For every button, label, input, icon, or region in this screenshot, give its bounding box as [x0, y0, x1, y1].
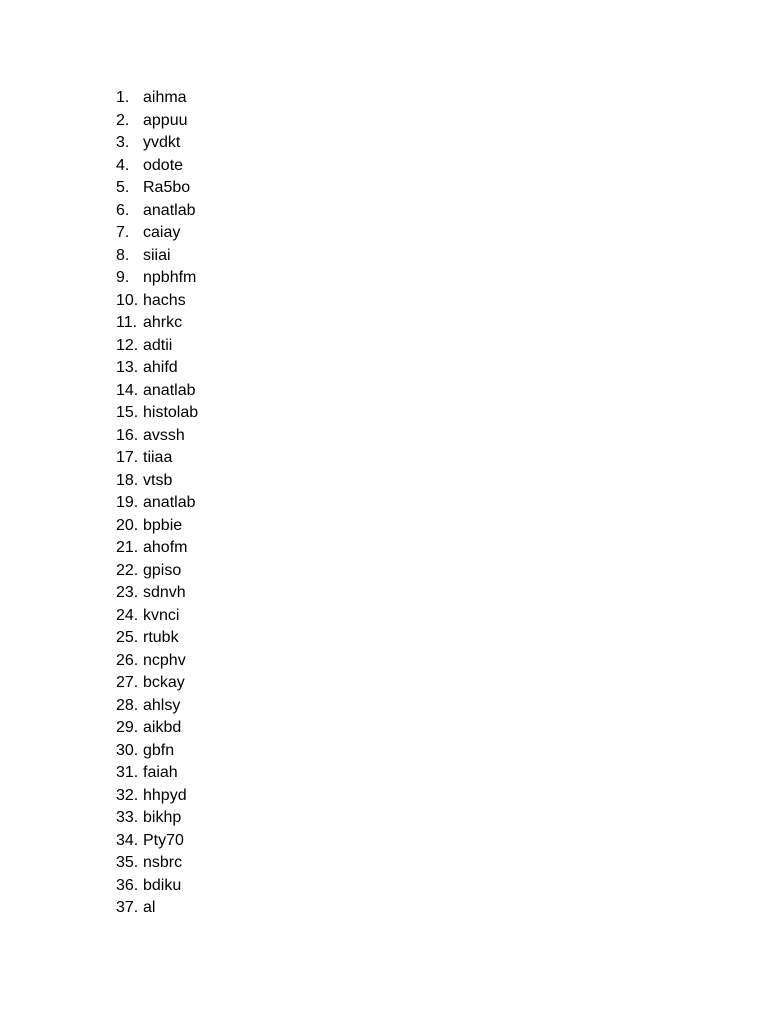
- list-item-number: 24.: [116, 606, 139, 624]
- list-item-number: 29.: [116, 719, 139, 736]
- list-item-number: 4.: [116, 156, 130, 174]
- list-item: [116, 335, 198, 358]
- list-item: [116, 515, 198, 538]
- list-item-text: al: [143, 899, 156, 916]
- list-item: [116, 537, 198, 560]
- list-item-text: faiah: [143, 764, 178, 781]
- list-item-number: 3.: [116, 134, 130, 151]
- list-item: [116, 200, 198, 223]
- list-item-text: yvdkt: [143, 134, 181, 151]
- list-item: [116, 357, 198, 380]
- list-item: [116, 155, 198, 178]
- list-item-text: aihma: [143, 89, 187, 106]
- list-item: [116, 425, 198, 448]
- list-item-number: 5.: [116, 179, 130, 196]
- list-item: [116, 290, 198, 313]
- list-item-text: anatlab: [143, 201, 196, 219]
- numbered-list: [116, 87, 198, 920]
- list-item-text: sdnvh: [143, 584, 186, 601]
- list-item-text: histolab: [143, 404, 199, 421]
- list-item: [116, 830, 198, 853]
- list-item-text: rtubk: [143, 629, 179, 646]
- list-item: [116, 672, 198, 695]
- list-item-text: odote: [143, 156, 184, 174]
- list-item-number: 35.: [116, 854, 139, 871]
- list-item-number: 36.: [116, 876, 139, 894]
- list-item: [116, 470, 198, 493]
- list-item-text: adtii: [143, 336, 173, 354]
- list-item-text: ahifd: [143, 359, 178, 376]
- list-item-number: 9.: [116, 269, 130, 286]
- list-item: [116, 110, 198, 133]
- list-item: [116, 380, 198, 403]
- list-item-text: gbfn: [143, 741, 175, 759]
- list-item-text: avssh: [143, 426, 185, 444]
- list-item-number: 1.: [116, 89, 130, 106]
- list-item-number: 10.: [116, 291, 139, 309]
- list-item-number: 30.: [116, 741, 139, 759]
- list-item: [116, 560, 198, 583]
- list-item-text: ahlsy: [143, 696, 181, 714]
- list-item: [116, 717, 198, 740]
- list-item-number: 20.: [116, 516, 139, 534]
- list-item: [116, 582, 198, 605]
- list-item: [116, 245, 198, 268]
- list-item: [116, 785, 198, 808]
- list-item: [116, 492, 198, 515]
- list-item-number: 31.: [116, 764, 139, 781]
- list-item-text: ncphv: [143, 651, 186, 669]
- list-item: [116, 875, 198, 898]
- list-item-number: 22.: [116, 561, 139, 579]
- list-item: [116, 87, 198, 110]
- list-item: [116, 762, 198, 785]
- list-item-number: 27.: [116, 674, 139, 691]
- list-item-number: 18.: [116, 471, 139, 489]
- list-item-number: 21.: [116, 539, 139, 556]
- list-item-number: 33.: [116, 809, 139, 826]
- list-item-number: 15.: [116, 404, 139, 421]
- list-item-text: tiiaa: [143, 449, 173, 466]
- list-item: [116, 897, 198, 920]
- list-item-text: siiai: [143, 246, 171, 264]
- list-item: [116, 627, 198, 650]
- list-item-text: bckay: [143, 674, 185, 691]
- list-item-number: 25.: [116, 629, 139, 646]
- list-item-number: 2.: [116, 111, 130, 129]
- list-item-number: 34.: [116, 831, 139, 849]
- list-item-text: nsbrc: [143, 854, 183, 871]
- list-item-text: ahrkc: [143, 314, 183, 331]
- list-item-text: bdiku: [143, 876, 182, 894]
- list-item-text: gpiso: [143, 561, 182, 579]
- list-item-text: ahofm: [143, 539, 188, 556]
- list-item-text: Pty70: [143, 831, 184, 849]
- list-item-number: 16.: [116, 426, 139, 444]
- list-item-text: caiay: [143, 224, 181, 241]
- list-item-text: anatlab: [143, 494, 196, 511]
- list-item-text: anatlab: [143, 381, 196, 399]
- list-item: [116, 447, 198, 470]
- list-item: [116, 740, 198, 763]
- list-item-text: npbhfm: [143, 269, 197, 286]
- list-item-number: 12.: [116, 336, 139, 354]
- list-item-number: 8.: [116, 246, 130, 264]
- list-item: [116, 807, 198, 830]
- list-item: [116, 267, 198, 290]
- list-item-number: 23.: [116, 584, 139, 601]
- list-item: [116, 650, 198, 673]
- list-item: [116, 177, 198, 200]
- list-item-number: 37.: [116, 899, 139, 916]
- list-item: [116, 222, 198, 245]
- list-item-number: 17.: [116, 449, 139, 466]
- list-item: [116, 132, 198, 155]
- list-item-text: aikbd: [143, 719, 182, 736]
- list-item-number: 13.: [116, 359, 139, 376]
- list-item-text: hachs: [143, 291, 186, 309]
- list-item: [116, 605, 198, 628]
- list-item-number: 19.: [116, 494, 139, 511]
- list-item-number: 14.: [116, 381, 139, 399]
- list-item-text: kvnci: [143, 606, 180, 624]
- list-item-number: 6.: [116, 201, 130, 219]
- list-item-text: Ra5bo: [143, 179, 191, 196]
- list-item-text: hhpyd: [143, 786, 187, 804]
- list-item-number: 32.: [116, 786, 139, 804]
- list-item-text: vtsb: [143, 471, 173, 489]
- list-item-number: 11.: [116, 314, 138, 331]
- list-item-number: 28.: [116, 696, 139, 714]
- list-item-number: 7.: [116, 224, 130, 241]
- list-item-text: bpbie: [143, 516, 183, 534]
- list-item: [116, 312, 198, 335]
- list-item-text: appuu: [143, 111, 188, 129]
- list-item-text: bikhp: [143, 809, 182, 826]
- list-item: [116, 695, 198, 718]
- list-item-number: 26.: [116, 651, 139, 669]
- list-item: [116, 852, 198, 875]
- list-item: [116, 402, 198, 425]
